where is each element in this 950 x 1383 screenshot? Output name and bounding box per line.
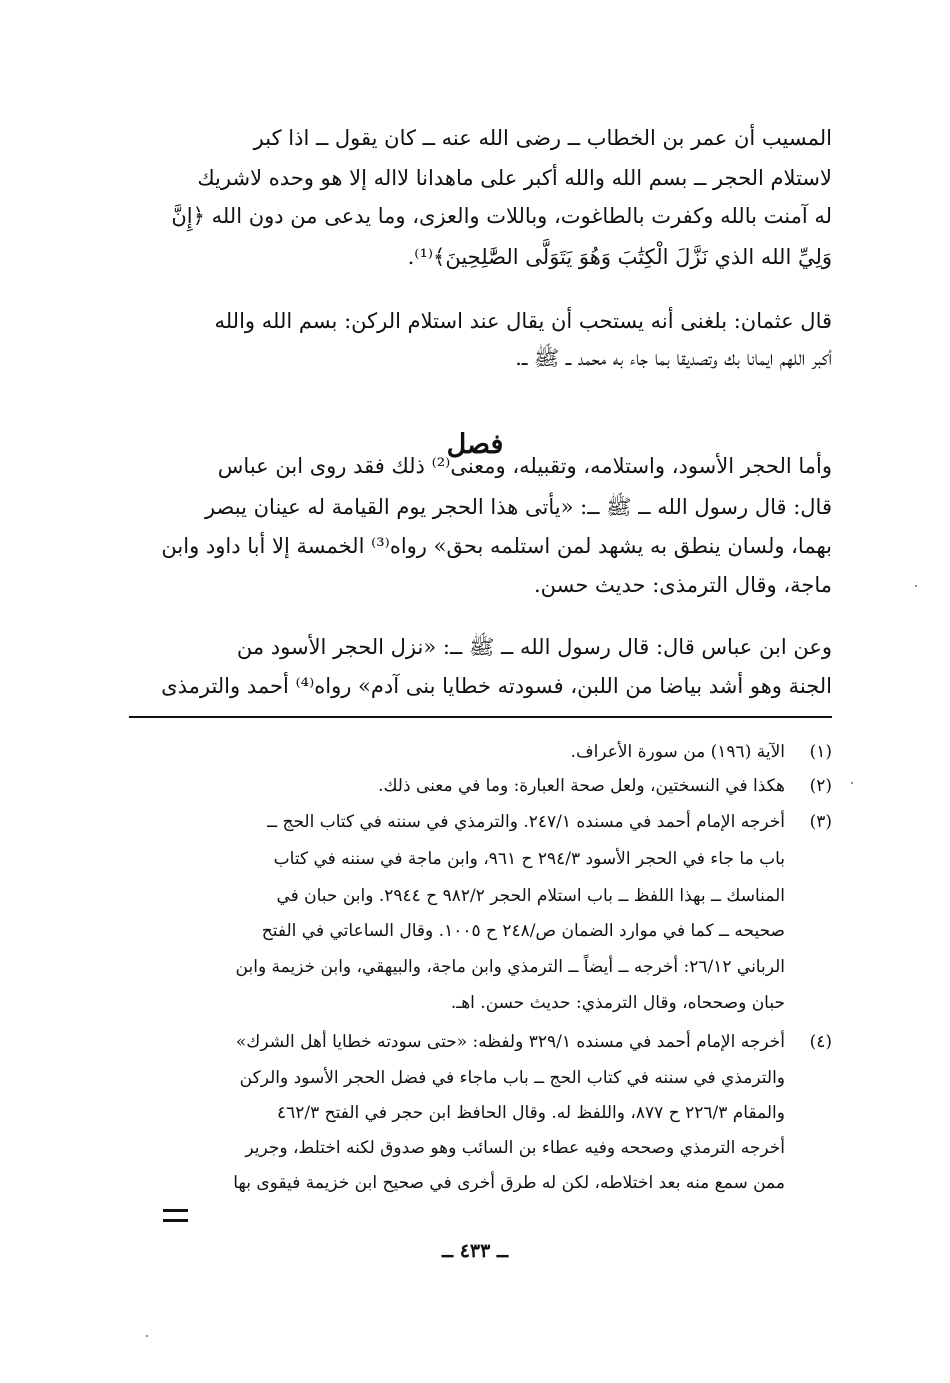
footnote-separator [129, 716, 832, 718]
footnote-line: الرباني ٢٦/١٢: أخرجه ــ أيضاً ــ الترمذي وابن ماجة، والبيهقي، وابن خزيمة وابن [235, 957, 785, 977]
footnote-line: المناسك ــ بهذا اللفظ ــ باب استلام الحجر ٩٨٢/٢ ح ٢٩٤٤. وابن حبان في [276, 886, 785, 906]
footnote-line: أخرجه الإمام أحمد في مسنده ٢٤٧/١. والترمذي في سننه في كتاب الحج ــ [267, 812, 785, 832]
text-line: وعن ابن عباس قال: قال رسول الله ــ ﷺ ــ: «نزل الحجر الأسود من [236, 635, 832, 659]
text-line: المسيب أن عمر بن الخطاب ــ رضى الله عنه ــ كان يقول ــ اذا كبر [253, 126, 832, 150]
footnote-line: الآية (١٩٦) من سورة الأعراف. [570, 742, 785, 762]
footnote-number: (١) [809, 742, 832, 762]
text-line: ماجة، وقال الترمذى: حديث حسن. [534, 573, 832, 597]
footnote-line: صحيحه ــ كما في موارد الضمان ص/٢٤٨ ح ١٠٠٥. وقال الساعاتي في الفتح [261, 921, 785, 941]
text-line: قال عثمان: بلغنى أنه يستحب أن يقال عند استلام الركن: بسم الله والله [214, 309, 832, 333]
text-line: وأما الحجر الأسود، واستلامه، وتقبيله، ومعنى⁽²⁾ ذلك فقد روى ابن عباس [217, 454, 832, 478]
text-line: لاستلام الحجر ــ بسم الله والله أكبر على ماهدانا لااله إلا هو وحده لاشريك [197, 166, 832, 190]
text-line: بهما، ولسان ينطق به يشهد لمن استلمه بحق» رواه⁽³⁾ الخمسة إلا أبا داود وابن [161, 534, 832, 558]
text-line: وَلِيِّ الله الذي نَزَّلَ الْكِتَٰبَ وَهُوَ يَتَوَلَّى الصَّٰلِحِينَ﴾⁽¹⁾. [407, 245, 832, 269]
footnote-number: (٢) [809, 776, 832, 796]
footnote-line: باب ما جاء في الحجر الأسود ٢٩٤/٣ ح ٩٦١، وابن ماجة في سننه في كتاب [273, 849, 785, 869]
footnote-line: والترمذي في سننه في كتاب الحج ــ باب ماجاء في فضل الحجر الأسود والركن [239, 1068, 785, 1088]
text-line: له آمنت بالله وكفرت بالطاغوت، وباللات والعزى، وما يدعى من دون الله ﴿إِنَّ [171, 204, 832, 228]
footnote-line: هكذا في النسختين، ولعل صحة العبارة: وما في معنى ذلك. [378, 776, 785, 796]
scan-speck [915, 585, 917, 587]
footnote-line: ممن سمع منه بعد اختلاطه، لكن له طرق أخرى في صحيح ابن خزيمة فيقوى بها [233, 1173, 785, 1193]
page-number: ــ ٤٣٣ ــ [441, 1240, 509, 1262]
section-heading: فصل [446, 429, 504, 460]
footnote-line: حبان وصححاه، وقال الترمذي: حديث حسن. اهـ. [450, 993, 785, 1013]
footnote-line: أخرجه الترمذي وصححه وفيه عطاء بن السائب وهو صدوق لكنه اختلط، وجرير [245, 1138, 785, 1158]
text-line: أكبر اللهم ايمانا بك وتصديقا بما جاء به محمد ــ ﷺ ــ. [515, 346, 832, 370]
text-line: قال: قال رسول الله ــ ﷺ ــ: «يأتى هذا الحجر يوم القيامة له عينان يبصر [204, 495, 832, 519]
footnote-number: (٣) [809, 812, 832, 832]
footnote-line: والمقام ٢٢٦/٣ ح ٨٧٧، واللفظ له. وقال الحافظ ابن حجر في الفتح ٤٦٢/٣ [276, 1103, 785, 1123]
scan-speck [851, 782, 853, 784]
continuation-mark [163, 1209, 188, 1222]
footnote-line: أخرجه الإمام أحمد في مسنده ٣٢٩/١ ولفظه: «حتى سودته خطايا أهل الشرك» [235, 1032, 785, 1052]
scan-speck [146, 1335, 148, 1337]
text-line: الجنة وهو أشد بياضا من اللبن، فسودته خطايا بنى آدم» رواه⁽⁴⁾ أحمد والترمذى [161, 674, 832, 698]
footnote-number: (٤) [809, 1032, 832, 1052]
